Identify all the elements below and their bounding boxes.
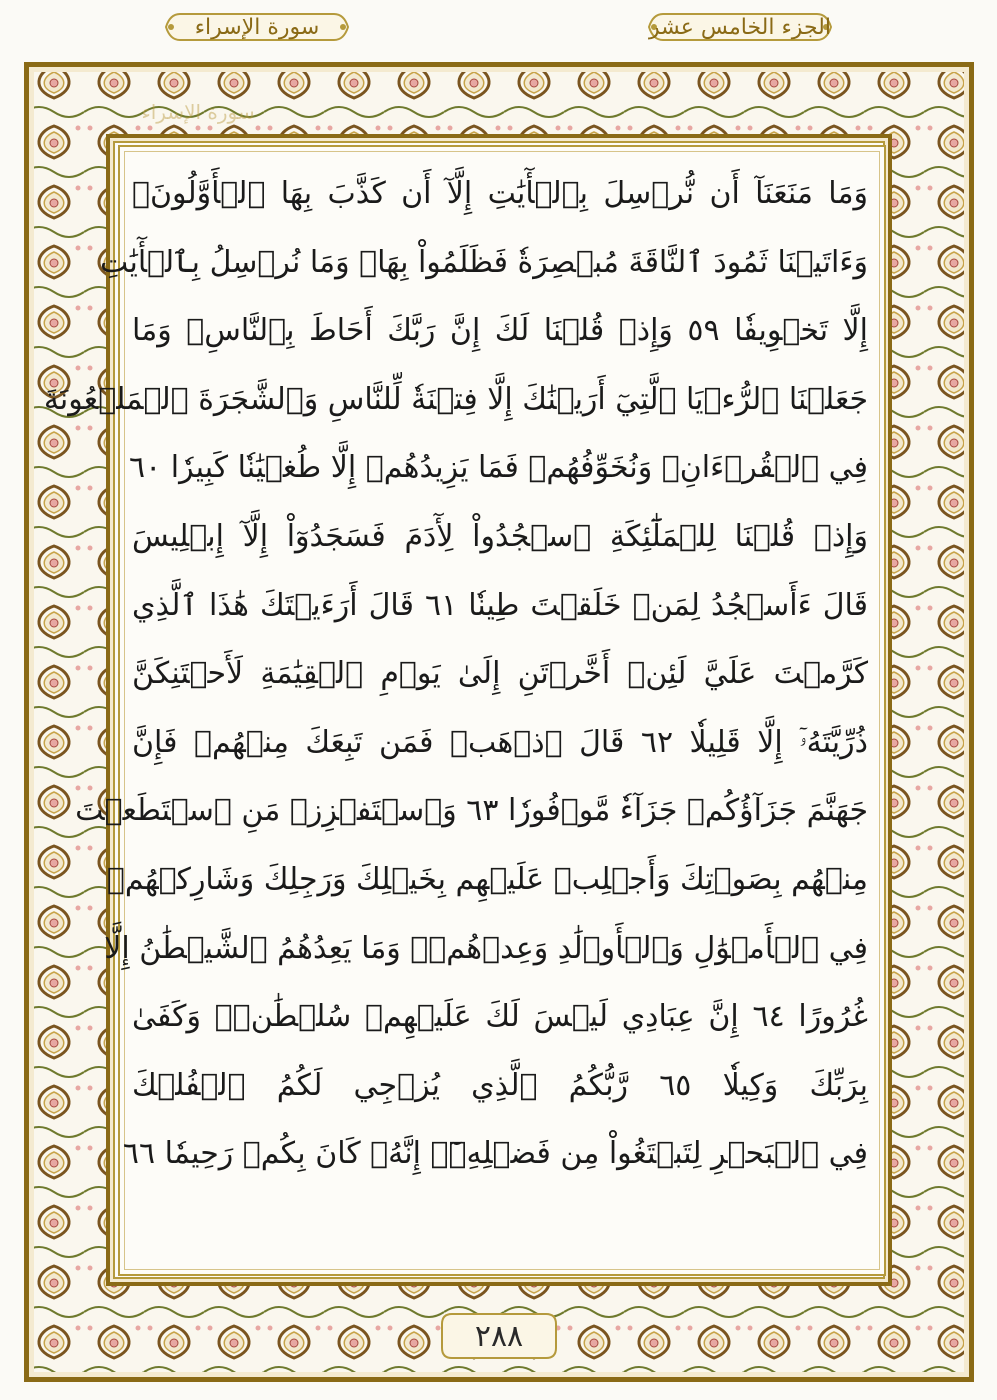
text-line: قَالَ ءَأَسۡجُدُ لِمَنۡ خَلَقۡتَ طِينٗا ٦١ قَالَ أَرَءَيۡتَكَ هَٰذَا ٱلَّذِي bbox=[132, 587, 869, 623]
quran-text bbox=[43, 160, 869, 1260]
text-line: مِنۡهُم بِصَوۡتِكَ وَأَجۡلِبۡ عَلَيۡهِم بِخَيۡلِكَ وَرَجِلِكَ وَشَارِكۡهُمۡ bbox=[106, 861, 868, 897]
page-number-cartouche bbox=[438, 1310, 560, 1362]
text-line: وَمَا مَنَعَنَآ أَن نُّرۡسِلَ بِٱلۡأٓيَٰتِ إِلَّآ أَن كَذَّبَ بِهَا ٱلۡأَوَّلُونَۚ bbox=[132, 176, 868, 211]
text-line: فِي ٱلۡقُرۡءَانِۚ وَنُخَوِّفُهُمۡ فَمَا يَزِيدُهُمۡ إِلَّا طُغۡيَٰنٗا كَبِيرٗا ٦٠ bbox=[129, 450, 868, 486]
juz-header bbox=[645, 10, 835, 44]
text-line: فِي ٱلۡبَحۡرِ لِتَبۡتَغُواْ مِن فَضۡلِهِۦٓۚ إِنَّهُۥ كَانَ بِكُمۡ رَحِيمٗا ٦٦ bbox=[122, 1136, 868, 1172]
decor-surah-title: سورة الإسراء bbox=[141, 100, 255, 124]
text-line: كَرَّمۡتَ عَلَيَّ لَئِنۡ أَخَّرۡتَنِ إِلَىٰ يَوۡمِ ٱلۡقِيَٰمَةِ لَأَحۡتَنِكَنَّ bbox=[132, 656, 868, 692]
text-line: إِلَّا تَخۡوِيفٗا ٥٩ وَإِذۡ قُلۡنَا لَكَ إِنَّ رَبَّكَ أَحَاطَ بِٱلنَّاسِۚ وَمَا bbox=[132, 313, 869, 349]
text-line: جَهَنَّمَ جَزَآؤُكُمۡ جَزَآءٗ مَّوۡفُورٗا ٦٣ وَٱسۡتَفۡزِزۡ مَنِ ٱسۡتَطَعۡتَ bbox=[75, 793, 868, 829]
text-line: وَءَاتَيۡنَا ثَمُودَ ٱلنَّاقَةَ مُبۡصِرَةٗ فَظَلَمُواْ بِهَاۚ وَمَا نُرۡسِلُ بِٱلۡأٓيَٰتِ bbox=[100, 244, 868, 280]
text-line: بِرَبِّكَ وَكِيلٗا ٦٥ رَّبُّكُمُ ٱلَّذِي يُزۡجِي لَكُمُ ٱلۡفُلۡكَ bbox=[132, 1067, 868, 1103]
surah-header bbox=[162, 10, 352, 44]
text-line: وَإِذۡ قُلۡنَا لِلۡمَلَٰٓئِكَةِ ٱسۡجُدُواْ لِأٓدَمَ فَسَجَدُوٓاْ إِلَّآ إِبۡلِيسَ bbox=[132, 518, 868, 554]
page-number: ٢٨٨ bbox=[474, 1318, 524, 1354]
surah-label: سورة الإسراء bbox=[194, 14, 320, 40]
text-line: جَعَلۡنَا ٱلرُّءۡيَا ٱلَّتِيٓ أَرَيۡنَٰكَ إِلَّا فِتۡنَةٗ لِّلنَّاسِ وَٱلشَّجَرَةَ ٱلۡمَلۡعُونَةَ bbox=[43, 381, 868, 417]
juz-label: الجزء الخامس عشر bbox=[649, 14, 831, 40]
text-line: فِي ٱلۡأَمۡوَٰلِ وَٱلۡأَوۡلَٰدِ وَعِدۡهُمۡۚ وَمَا يَعِدُهُمُ ٱلشَّيۡطَٰنُ إِلَّا bbox=[104, 930, 868, 966]
text-line: ذُرِّيَّتَهُۥٓ إِلَّا قَلِيلٗا ٦٢ قَالَ ٱذۡهَبۡ فَمَن تَبِعَكَ مِنۡهُمۡ فَإِنَّ bbox=[132, 724, 868, 760]
text-line: غُرُورًا ٦٤ إِنَّ عِبَادِي لَيۡسَ لَكَ عَلَيۡهِمۡ سُلۡطَٰنٞۚ وَكَفَىٰ bbox=[132, 999, 868, 1035]
